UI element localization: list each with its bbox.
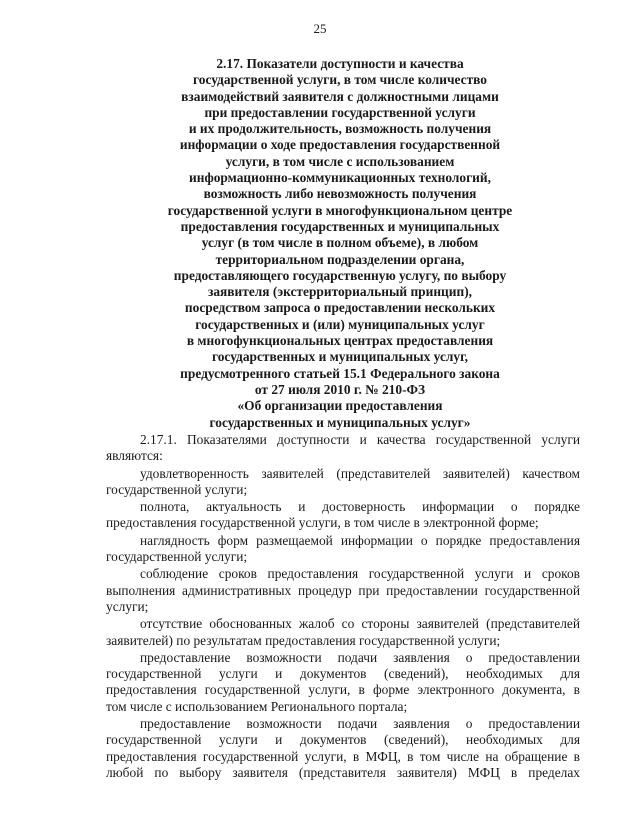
text-line: государственной услуги и документов (сведений), необходимых для	[106, 732, 580, 748]
heading-line: от 27 июля 2010 г. № 210-ФЗ	[254, 381, 426, 397]
heading-line: при предоставлении государственной услуги	[204, 104, 476, 120]
heading-line: посредством запроса о предоставлении нескольких	[184, 300, 496, 316]
paragraph	[106, 499, 580, 532]
page-number: 25	[313, 21, 327, 36]
heading-line: в многофункциональных центрах предоставления	[186, 333, 494, 349]
text-line: предоставления государственной услуги, в том числе в электронной форме;	[106, 515, 539, 531]
paragraph	[106, 616, 580, 649]
heading-line: государственных и муниципальных услуг,	[211, 349, 469, 365]
text-line: предоставления государственной услуги, в МФЦ, в том числе на обращение в	[106, 748, 580, 764]
heading-line: предусмотренного статьей 15.1 Федерального закона	[180, 365, 500, 381]
heading-line: территориальном подразделении органа,	[215, 251, 465, 267]
heading-line: и их продолжительность, возможность получения	[188, 121, 492, 137]
paragraph	[106, 566, 580, 615]
heading-line: государственной услуги, в том числе количество	[193, 72, 487, 88]
heading-line: государственных и муниципальных услуг»	[209, 414, 471, 430]
text-line: государственной услуги;	[106, 481, 248, 497]
text-line: предоставление возможности подачи заявления о предоставлении	[140, 649, 580, 665]
heading-line: 2.17. Показатели доступности и качества	[216, 56, 464, 71]
text-line: соблюдение сроков предоставления государственной услуги и сроков	[140, 566, 580, 582]
text-line: государственной услуги и документов (сведений), необходимых для	[106, 666, 580, 682]
text-line: том числе с использованием Регионального портала;	[106, 698, 408, 714]
text-line: наглядность форм размещаемой информации о порядке предоставления	[140, 532, 580, 548]
heading-line: государственных и (или) муниципальных услуг	[195, 316, 485, 332]
text-line: являются:	[106, 448, 163, 464]
text-line: любой по выбору заявителя (представителя заявителя) МФЦ в пределах	[106, 764, 580, 780]
text-line: удовлетворенность заявителей (представителей заявителей) качеством	[140, 465, 580, 481]
text-line: отсутствие обоснованных жалоб со стороны заявителей (представителей	[140, 616, 580, 632]
text-line: услуги;	[106, 598, 149, 614]
paragraph	[106, 650, 580, 715]
text-line: выполнения административных процедур при предоставлении государственной	[106, 582, 580, 598]
body-text	[106, 432, 580, 782]
paragraph	[106, 432, 580, 465]
heading-line: взаимодействий заявителя с должностными лицами	[181, 88, 499, 104]
heading-line: «Об организации предоставления	[237, 398, 443, 414]
text-line: предоставления государственной услуги, в форме электронного документа, в	[106, 682, 580, 698]
heading-line: государственной услуги в многофункциональном центре	[167, 202, 513, 218]
section-heading	[100, 56, 580, 431]
heading-line: информации о ходе предоставления государственной	[179, 137, 501, 153]
paragraph	[106, 533, 580, 566]
text-line: предоставление возможности подачи заявления о предоставлении	[140, 716, 580, 732]
text-line: полнота, актуальность и достоверность информации о порядке	[140, 499, 580, 515]
heading-line: услуг (в том числе в полном объеме), в любом	[201, 235, 479, 251]
heading-line: услуги, в том числе с использованием	[225, 153, 455, 169]
heading-line: возможность либо невозможность получения	[203, 186, 477, 202]
heading-line: предоставляющего государственную услугу, по выбору	[173, 267, 507, 283]
heading-line: заявителя (экстерриториальный принцип),	[207, 284, 473, 300]
heading-line: информационно-коммуникационных технологий,	[189, 170, 491, 186]
paragraph	[106, 716, 580, 781]
text-line: заявителей) по результатам предоставления государственной услуги;	[106, 632, 501, 648]
paragraph	[106, 466, 580, 499]
text-line: 2.17.1. Показателями доступности и качества государственной услуги	[140, 432, 580, 447]
heading-line: предоставления государственных и муниципальных	[180, 218, 500, 234]
text-line: государственной услуги;	[106, 549, 248, 565]
